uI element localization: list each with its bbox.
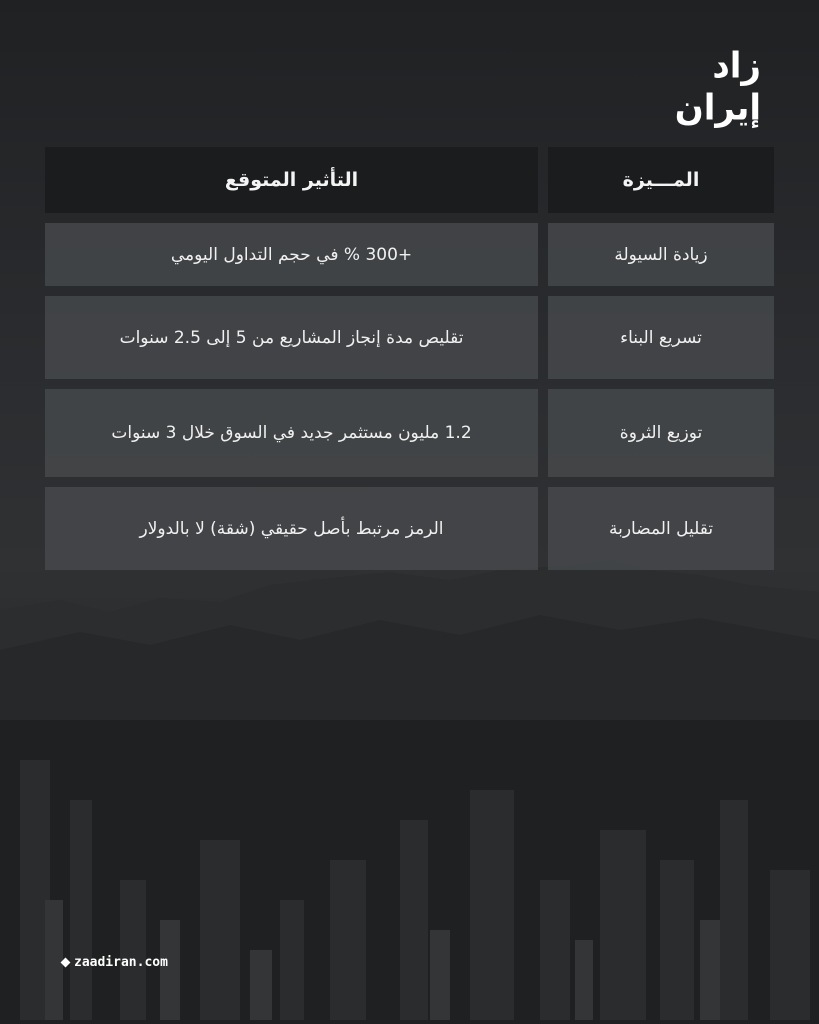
diamond-icon: [61, 958, 71, 968]
header-impact: التأثير المتوقع: [45, 147, 538, 213]
table-row: [45, 487, 774, 570]
features-table: [45, 147, 774, 580]
impact-cell: 1.2 مليون مستثمر جديد في السوق خلال 3 سنوات: [45, 389, 538, 477]
table-header-row: [45, 147, 774, 213]
website-link[interactable]: zaadiran.com: [74, 955, 168, 970]
impact-cell: الرمز مرتبط بأصل حقيقي (شقة) لا بالدولار: [45, 487, 538, 570]
impact-cell: +300 % في حجم التداول اليومي: [45, 223, 538, 286]
feature-cell: تسريع البناء: [548, 296, 774, 379]
feature-cell: توزيع الثروة: [548, 389, 774, 477]
impact-cell: تقليص مدة إنجاز المشاريع من 5 إلى 2.5 سنوات: [45, 296, 538, 379]
header-feature: المـــيزة: [548, 147, 774, 213]
feature-cell: تقليل المضاربة: [548, 487, 774, 570]
table-row: [45, 389, 774, 477]
table-row: [45, 223, 774, 286]
feature-cell: زيادة السيولة: [548, 223, 774, 286]
brand-logo: [621, 45, 761, 129]
website-footer: [62, 955, 168, 970]
brand-logo-text: زاد إيران: [674, 45, 761, 129]
table-row: [45, 296, 774, 379]
